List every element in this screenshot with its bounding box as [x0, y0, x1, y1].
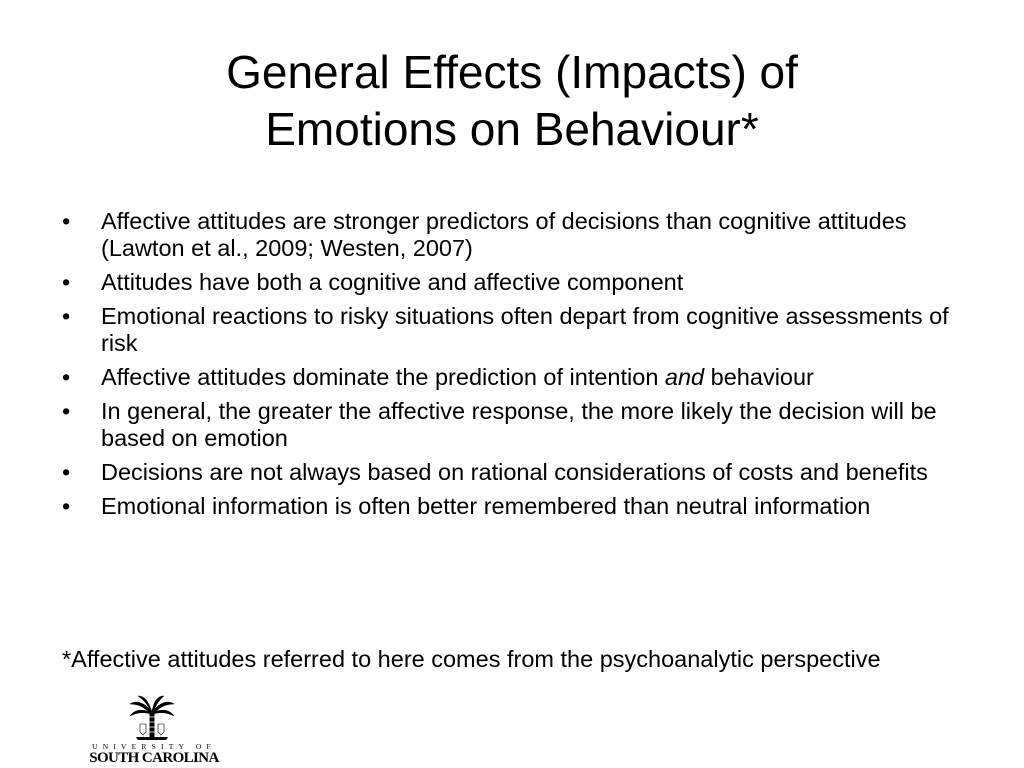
university-logo [86, 694, 222, 766]
logo-south-carolina: SOUTH CAROLINA [89, 750, 219, 766]
slide-title-line-2: Emotions on Behaviour* [265, 103, 759, 155]
bullet-text: Emotional reactions to risky situations often depart from cognitive assessments of risk [101, 303, 949, 356]
slide-title [60, 44, 964, 158]
bullet-text-before: Affective attitudes dominate the prediction of intention [101, 364, 665, 390]
bullet-item [62, 269, 972, 296]
bullet-text: In general, the greater the affective response, the more likely the decision will be based on emotion [101, 398, 937, 451]
bullet-list [62, 208, 972, 527]
bullet-marker: • [62, 269, 71, 295]
bullet-item [62, 303, 972, 357]
bullet-text: Emotional information is often better remembered than neutral information [101, 493, 871, 519]
logo-university-of: UNIVERSITY OF [92, 742, 216, 751]
bullet-text-italic: and [664, 364, 705, 390]
bullet-marker: • [62, 493, 71, 519]
bullet-text: Decisions are not always based on rational considerations of costs and benefits [101, 459, 928, 485]
bullet-item [62, 459, 972, 486]
bullet-text: Affective attitudes are stronger predictors of decisions than cognitive attitudes (Lawton et al., 2009; Westen, 2007) [101, 208, 907, 261]
bullet-marker: • [62, 459, 71, 485]
bullet-marker: • [62, 398, 71, 424]
bullet-item [62, 208, 972, 262]
slide-title-line-1: General Effects (Impacts) of [226, 46, 798, 98]
bullet-item [62, 364, 972, 391]
bullet-item [62, 398, 972, 452]
footnote: *Affective attitudes referred to here comes from the psychoanalytic perspective [62, 646, 881, 672]
bullet-marker: • [62, 303, 71, 329]
bullet-item [62, 493, 972, 520]
bullet-marker: • [62, 364, 71, 390]
bullet-text: Attitudes have both a cognitive and affective component [101, 269, 684, 295]
bullet-text-after: behaviour [704, 364, 814, 390]
bullet-marker: • [62, 208, 71, 234]
